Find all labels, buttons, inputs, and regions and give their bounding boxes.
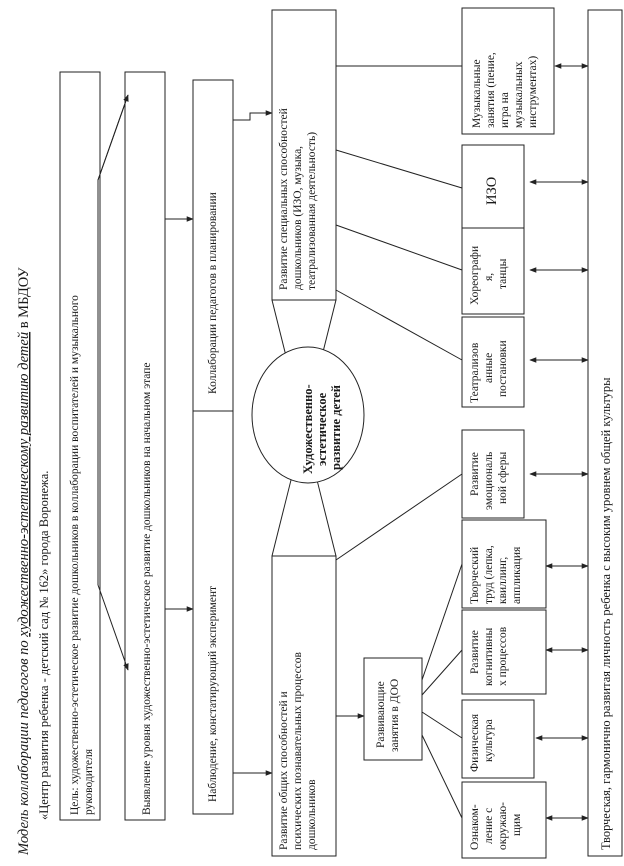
cross-line-1 — [98, 95, 128, 180]
link-general-emotional — [336, 474, 462, 560]
cross-arrow-down — [98, 585, 128, 670]
svg-text:занятия (пение,: занятия (пение, — [485, 52, 497, 128]
link-dev-familiar — [422, 735, 462, 818]
observation-text: Наблюдение, констатирующий эксперимент — [207, 585, 219, 802]
svg-text:ление с: ление с — [483, 807, 495, 844]
svg-text:квиллинг,: квиллинг, — [497, 556, 509, 604]
svg-text:руководителя: руководителя — [83, 748, 95, 815]
link-special-art — [336, 150, 462, 188]
svg-text:дошкольников: дошкольников — [306, 779, 318, 850]
svg-text:Театрализов: Театрализов — [469, 342, 481, 403]
svg-text:Развитие специальных способнос: Развитие специальных способностей — [278, 108, 290, 290]
art-text: ИЗО — [484, 176, 500, 205]
stage-text: Выявление уровня художественно-эстетическое развитие дошкольников на начальном этапе — [141, 362, 153, 815]
svg-text:труд (лепка,: труд (лепка, — [483, 545, 495, 604]
svg-text:я,: я, — [483, 272, 495, 281]
link-special-choreo — [336, 225, 462, 270]
svg-text:инструментах): инструментах) — [527, 55, 539, 128]
svg-text:Развитие: Развитие — [469, 452, 481, 496]
svg-text:ной сферы: ной сферы — [497, 451, 509, 504]
svg-text:развитие детей: развитие детей — [329, 385, 343, 470]
svg-text:психических познавательных про: психических познавательных процессов — [292, 652, 304, 850]
title-line-1: Модель коллаборации педагогов по художественно-эстетическому развитию детей в МБДОУ — [16, 267, 32, 855]
svg-text:Развивающие: Развивающие — [375, 681, 387, 748]
link-special-theatre — [336, 290, 462, 360]
link-dev-physical — [422, 712, 462, 738]
svg-text:Музыкальные: Музыкальные — [471, 59, 483, 128]
svg-text:Цель: художественно-эстетическ: Цель: художественно-эстетическое развитие дошкольников в коллаборации воспитателей и музыкального — [69, 295, 81, 815]
svg-text:аппликация: аппликация — [511, 546, 523, 604]
svg-text:анные: анные — [483, 352, 495, 383]
svg-text:культура: культура — [483, 719, 495, 762]
svg-text:Хореографи: Хореографи — [469, 245, 481, 305]
svg-text:музыкальных: музыкальных — [513, 61, 525, 128]
svg-text:Творческий: Творческий — [469, 546, 481, 604]
svg-text:дошкольников (ИЗО, музыка,: дошкольников (ИЗО, музыка, — [292, 145, 304, 290]
svg-text:театрализованная деятельность): театрализованная деятельность) — [306, 131, 318, 290]
svg-text:постановки: постановки — [497, 340, 509, 397]
svg-text:Художественно-: Художественно- — [301, 384, 315, 474]
svg-text:танцы: танцы — [497, 258, 509, 289]
svg-text:Развитие общих способностей и: Развитие общих способностей и — [278, 691, 290, 850]
arrow-planning-to-special — [233, 113, 272, 120]
diagram-title — [16, 267, 51, 856]
svg-text:окружаю-: окружаю- — [497, 801, 509, 850]
svg-text:эмоциональ: эмоциональ — [483, 451, 495, 510]
link-dev-cognitive — [422, 650, 462, 695]
svg-text:Развитие: Развитие — [469, 630, 481, 674]
svg-text:игра на: игра на — [499, 92, 511, 128]
svg-text:х процессов: х процессов — [497, 626, 509, 686]
svg-text:когнитивны: когнитивны — [483, 627, 495, 686]
svg-text:занятия в ДОО: занятия в ДОО — [389, 678, 401, 752]
link-dev-creative — [422, 564, 462, 680]
title-line-2: «Центр развития ребенка - детский сад № 162» города Воронежа. — [37, 470, 51, 820]
center-text — [301, 384, 343, 474]
planning-text: Коллаборации педагогов в планировании — [207, 192, 219, 394]
svg-text:эстетическое: эстетическое — [315, 392, 329, 466]
svg-text:Физическая: Физическая — [469, 713, 481, 772]
result-text: Творческая, гармонично развитая личность ребенка с высоким уровнем общей культуры — [599, 377, 613, 850]
svg-text:Ознаком-: Ознаком- — [469, 804, 481, 850]
svg-text:щим: щим — [511, 813, 523, 836]
